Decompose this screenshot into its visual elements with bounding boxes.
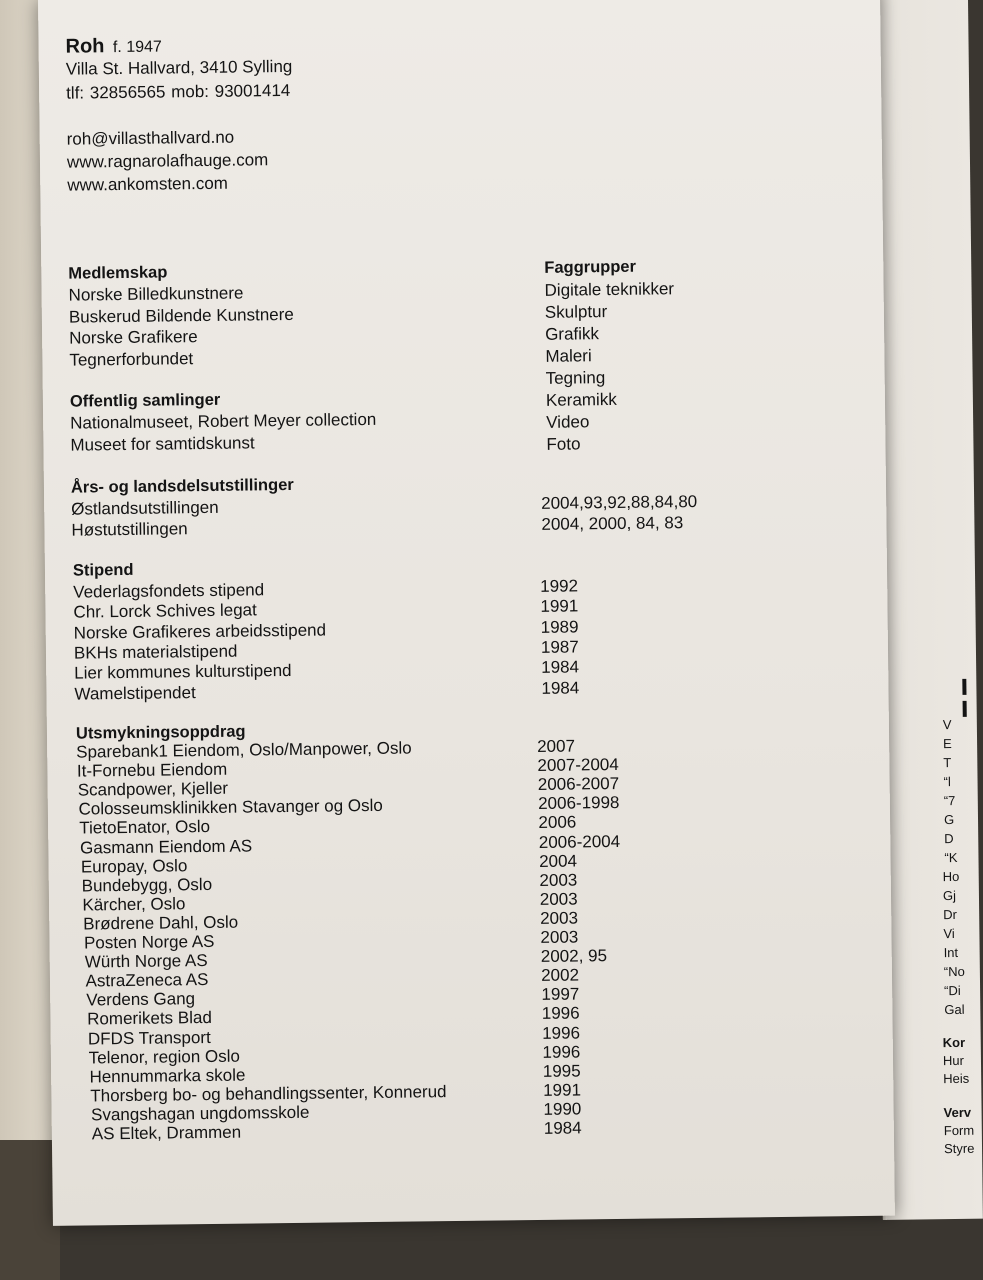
adjacent-line: Styre	[943, 1140, 975, 1157]
commission-years: 1997	[541, 984, 580, 1005]
website-link-2[interactable]: www.ankomsten.com	[67, 173, 228, 195]
commission-years: 2003	[540, 908, 579, 928]
section-heading-samlinger: Offentlig samlinger	[69, 390, 221, 411]
discipline-item: Digitale teknikker	[544, 279, 675, 300]
commission-name: AstraZeneca AS	[85, 970, 209, 991]
adjacent-line: Gj	[942, 887, 957, 904]
exhibition-name: Østlandsutstillingen	[71, 497, 219, 519]
commission-name: Kärcher, Oslo	[82, 894, 186, 915]
adjacent-line: Gal	[944, 1001, 965, 1018]
background-shelf	[0, 1140, 60, 1280]
adjacent-line: Hur	[942, 1052, 965, 1069]
commission-years: 2006-2004	[538, 831, 621, 852]
commission-name: Thorsberg bo- og behandlingssenter, Konnerud	[90, 1081, 447, 1106]
membership-item: Buskerud Bildende Kunstnere	[68, 304, 294, 327]
adjacent-heading-2: Verv	[943, 1104, 972, 1121]
commission-name: AS Eltek, Drammen	[91, 1122, 242, 1144]
commission-years: 2006-2007	[537, 774, 620, 795]
discipline-item: Keramikk	[545, 389, 617, 410]
website-link-1[interactable]: www.ragnarolafhauge.com	[66, 150, 269, 172]
adjacent-line: Vi	[943, 926, 955, 942]
adjacent-line: Form	[943, 1122, 975, 1139]
adjacent-line: Dr	[943, 906, 957, 923]
text-fragment-mark	[963, 701, 967, 717]
commission-name: Telenor, region Oslo	[88, 1046, 241, 1068]
adjacent-line: Heis	[943, 1070, 970, 1087]
commission-years: 2006	[538, 812, 577, 833]
collection-item: Museet for samtidskunst	[70, 432, 255, 455]
grant-name: Vederlagsfondets stipend	[73, 580, 265, 602]
grant-year: 1984	[541, 677, 580, 698]
adjacent-line: “7	[943, 792, 956, 809]
section-heading-stipend: Stipend	[72, 560, 134, 580]
adjacent-line: V	[942, 717, 952, 733]
adjacent-line: D	[944, 831, 954, 847]
section-heading-faggrupper: Faggrupper	[544, 257, 637, 277]
adjacent-line: “K	[944, 849, 958, 866]
text-fragment-mark	[962, 679, 966, 695]
cv-page	[38, 0, 895, 1226]
commission-name: Gasmann Eiendom AS	[79, 835, 253, 858]
discipline-item: Foto	[546, 434, 581, 454]
grant-year: 1991	[540, 596, 579, 617]
exhibition-years: 2004,93,92,88,84,80	[541, 491, 698, 513]
grant-name: Lier kommunes kulturstipend	[74, 661, 292, 683]
grant-year: 1984	[541, 657, 580, 678]
adjacent-line: “No	[943, 963, 965, 980]
grant-year: 1992	[540, 576, 579, 596]
artist-name: Roh	[65, 35, 105, 58]
commission-years: 1996	[541, 1003, 580, 1024]
commission-name: Romerikets Blad	[87, 1008, 212, 1029]
discipline-item: Skulptur	[544, 302, 608, 322]
commission-name: Sparebank1 Eiendom, Oslo/Manpower, Oslo	[76, 738, 412, 762]
artist-name-line	[65, 34, 162, 58]
adjacent-line: Int	[943, 944, 959, 961]
commission-name: Scandpower, Kjeller	[77, 778, 229, 800]
commission-name: Bundebygg, Oslo	[81, 874, 213, 896]
commission-name: DFDS Transport	[87, 1027, 211, 1048]
commission-name: TietoEnator, Oslo	[79, 817, 211, 838]
adjacent-line: “l	[943, 774, 951, 790]
commission-name: Verdens Gang	[86, 989, 196, 1010]
membership-item: Norske Grafikere	[69, 327, 198, 348]
adjacent-line: G	[943, 812, 955, 828]
commission-name: Colosseumsklinikken Stavanger og Oslo	[78, 796, 383, 819]
commission-years: 1996	[542, 1042, 581, 1062]
commission-years: 2002, 95	[540, 946, 608, 967]
commission-years: 1996	[542, 1022, 581, 1043]
adjacent-heading-1: Kor	[942, 1034, 966, 1051]
commission-years: 1991	[543, 1080, 582, 1100]
membership-item: Norske Billedkunstnere	[68, 283, 244, 305]
section-heading-utstillinger: Års- og landsdelsutstillinger	[70, 475, 294, 497]
commission-name: Europay, Oslo	[80, 855, 188, 877]
grant-name: Chr. Lorck Schives legat	[73, 600, 257, 622]
adjacent-line: E	[942, 736, 952, 752]
commission-years: 2004	[539, 851, 578, 871]
commission-years: 2003	[540, 927, 579, 947]
exhibition-name: Høstutstillingen	[71, 519, 188, 540]
section-heading-utsmykning: Utsmykningsoppdrag	[75, 722, 246, 743]
discipline-item: Tegning	[545, 368, 606, 388]
adjacent-line: Ho	[942, 868, 960, 885]
commission-years: 2007	[537, 736, 576, 756]
commission-name: Svangshagan ungdomsskole	[90, 1102, 310, 1125]
discipline-item: Maleri	[545, 346, 592, 366]
address: Villa St. Hallvard, 3410 Sylling	[65, 56, 293, 79]
commission-name: It-Fornebu Eiendom	[76, 759, 228, 781]
commission-name: Posten Norge AS	[83, 931, 215, 953]
grant-name: Norske Grafikeres arbeidsstipend	[73, 620, 327, 643]
commission-name: Würth Norge AS	[84, 951, 208, 972]
membership-item: Tegnerforbundet	[69, 348, 194, 370]
commission-years: 2007-2004	[537, 755, 619, 776]
birth-year: f. 1947	[112, 38, 162, 57]
commission-years: 1995	[542, 1061, 581, 1081]
commission-years: 2003	[539, 889, 578, 909]
commission-years: 2002	[541, 965, 580, 986]
phone-numbers: tlf: 32856565 mob: 93001414	[66, 80, 291, 103]
adjacent-line: T	[943, 755, 952, 771]
commission-years: 1984	[543, 1118, 582, 1138]
adjacent-line: “Di	[944, 982, 961, 999]
commission-years: 2003	[539, 870, 578, 890]
commission-years: 2006-1998	[538, 793, 620, 814]
commission-years: 1990	[543, 1099, 582, 1119]
grant-year: 1987	[540, 637, 579, 657]
commission-name: Hennummarka skole	[89, 1065, 246, 1087]
grant-year: 1989	[540, 617, 579, 637]
section-heading-medlemskap: Medlemskap	[68, 263, 168, 283]
discipline-item: Video	[546, 412, 590, 432]
commission-name: Brødrene Dahl, Oslo	[83, 912, 239, 934]
exhibition-years: 2004, 2000, 84, 83	[541, 513, 684, 534]
grant-name: BKHs materialstipend	[73, 641, 238, 663]
email-link[interactable]: roh@villasthallvard.no	[66, 127, 235, 149]
discipline-item: Grafikk	[545, 324, 600, 344]
collection-item: Nationalmuseet, Robert Meyer collection	[70, 409, 377, 433]
grant-name: Wamelstipendet	[74, 682, 196, 704]
